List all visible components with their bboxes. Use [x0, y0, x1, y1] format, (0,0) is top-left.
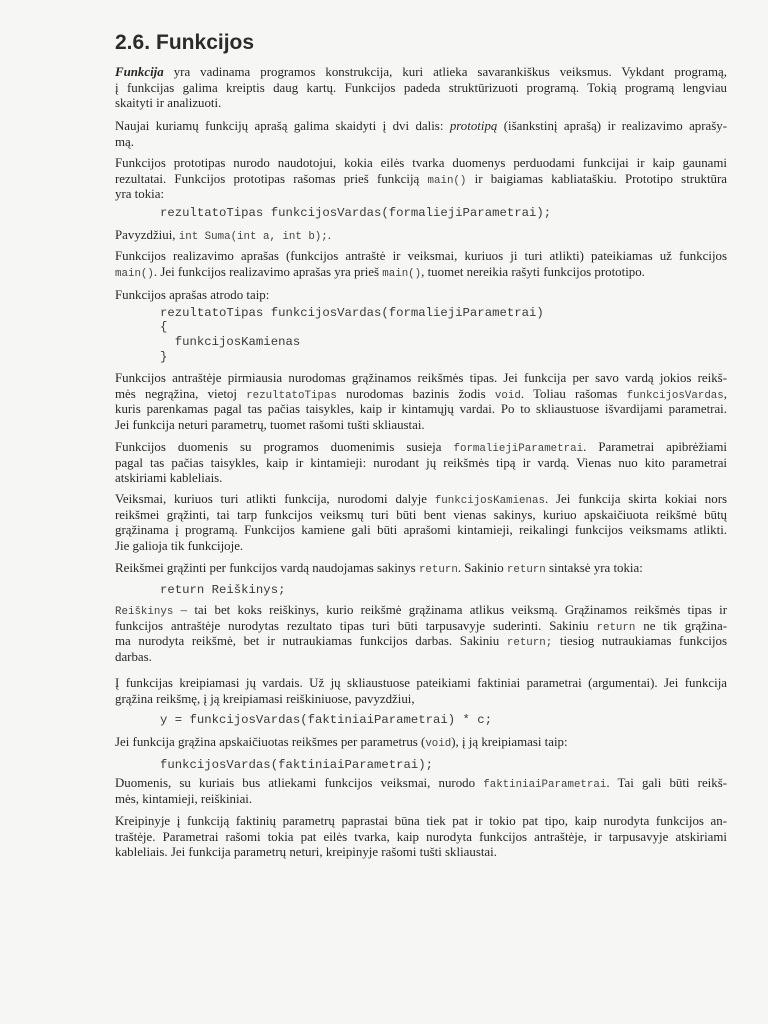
- text-line: [115, 172, 727, 188]
- text-line: [115, 735, 727, 751]
- text-line-content: [115, 288, 269, 302]
- paragraph: [115, 65, 727, 112]
- text-run: reikšmei grąžinti, tai tarp funkcijos veiksmų turi būti bent vienas sakinys, kuriuo apskaičiuota reikšmė būtų: [115, 507, 727, 522]
- text-run: yra vadinama programos konstrukcija, kuri atlieka savarankiškus veiksmus. Vykdant programą,: [163, 65, 727, 80]
- section-number: 2.6.: [115, 31, 151, 54]
- code-block: [160, 713, 492, 728]
- inline-code: faktiniaiParametrai: [483, 779, 607, 792]
- text-line: [115, 792, 727, 808]
- inline-code: main(): [115, 267, 154, 280]
- text-run: Jei funkcija neturi parametrų, tuomet rašomi tušti skliaustai.: [115, 417, 425, 432]
- paragraph: [115, 288, 727, 304]
- text-run: grąžinama į programą. Funkcijos kamiene gali būti aprašomi kintamieji, reikalingi funkcijos veiksmams atlikti.: [115, 523, 727, 538]
- text-run: (išankstinį aprašą) ir realizavimo aprašy-: [497, 119, 727, 134]
- text-run: – tai bet koks reiškinys, kurio reikšmė grąžinama atlikus veiksmą. Grąžinamos reikšmės tipas ir: [173, 603, 727, 618]
- text-run: Naujai kuriamų funkcijų aprašą galima skaidyti į dvi dalis:: [115, 119, 450, 134]
- text-line-content: [115, 187, 164, 201]
- paragraph: [115, 119, 727, 150]
- text-line: [115, 228, 727, 244]
- text-line: [115, 135, 727, 151]
- inline-code: void: [494, 389, 521, 402]
- paragraph: [115, 371, 727, 433]
- text-run: atskiriami kableliais.: [115, 471, 223, 486]
- text-run: kuris parenkamas pagal tas pačias taisykles, kaip ir kintamųjų vardai. Po to skliaustuose išvardijami parametrai.: [115, 402, 727, 417]
- paragraph: [115, 776, 727, 807]
- text-run: Veiksmai, kuriuos turi atlikti funkcija, nurodomi dalyje: [115, 492, 435, 507]
- text-line-content: [115, 603, 727, 617]
- text-line-content: [115, 650, 152, 664]
- text-line-content: [115, 418, 425, 432]
- text-run: nurodomas bazinis žodis: [336, 386, 495, 401]
- paragraph: [115, 249, 727, 280]
- text-line: [115, 249, 727, 265]
- paragraph: [115, 814, 727, 861]
- code-line: y = funkcijosVardas(faktiniaiParametrai) * c;: [160, 712, 493, 727]
- text-run: Į funkcijas kreipiamasi jų vardais. Už jų skliaustuose pateikiami faktiniai parametrai (argumentai). Jei funkcija: [115, 676, 727, 691]
- text-line: [115, 619, 727, 635]
- paragraph: [115, 440, 727, 487]
- text-line: [115, 845, 727, 861]
- inline-code: return: [506, 564, 546, 577]
- inline-code: return: [418, 564, 458, 577]
- text-run: Funkcijos antraštėje pirmiausia nurodomas grąžinamos reikšmės tipas. Jei funkcija per savo vardą jokios reikš-: [115, 371, 727, 386]
- text-line-content: [115, 96, 221, 110]
- emphasis: prototipą: [449, 119, 498, 134]
- text-line: [115, 156, 727, 172]
- text-run: skaityti ir analizuoti.: [115, 96, 222, 111]
- text-line-content: [115, 508, 727, 522]
- text-line: [115, 65, 727, 81]
- text-line-content: [115, 228, 331, 242]
- text-line-content: [115, 845, 497, 859]
- text-run: į funkcijas galima kreiptis daug kartų. Funkcijos padeda struktūrizuoti programą. Tokią programą lengviau: [115, 80, 727, 95]
- text-line-content: [115, 81, 727, 95]
- text-run: Funkcijos aprašas atrodo taip:: [115, 288, 270, 303]
- text-line: [115, 634, 727, 650]
- inline-code: return: [596, 621, 636, 634]
- code-line: }: [160, 349, 168, 364]
- code-line: funkcijosVardas(faktiniaiParametrai);: [160, 757, 434, 772]
- text-line-content: [115, 830, 727, 844]
- text-line: [115, 119, 727, 135]
- text-run: ), į ją kreipiamasi taip:: [451, 735, 568, 750]
- text-line-content: [115, 440, 727, 454]
- text-line-content: [115, 65, 727, 79]
- text-line-content: [115, 471, 222, 485]
- paragraph: [115, 492, 727, 554]
- section-title: Funkcijos: [156, 31, 255, 54]
- text-run: mės, kintamieji, reiškiniai.: [115, 791, 253, 806]
- text-run: . Parametrai apibrėžiami: [583, 440, 727, 455]
- text-run: Jei funkcija grąžina apskaičiuotas reikšmes per parametrus (: [115, 735, 426, 750]
- text-line: [115, 418, 727, 434]
- text-line: [115, 508, 727, 524]
- text-line: [115, 692, 727, 708]
- text-line-content: [115, 776, 727, 790]
- text-line: [115, 96, 727, 112]
- text-line-content: [115, 156, 727, 170]
- text-run: Duomenis, su kuriais bus atliekami funkcijos veiksmai, nurodo: [115, 776, 484, 791]
- text-line-content: [115, 539, 243, 553]
- text-line: [115, 456, 727, 472]
- text-run: grąžina reikšmę, į ją kreipiamasi reiškiniuose, pavyzdžiui,: [115, 691, 415, 706]
- emphasis: Funkcija: [115, 65, 164, 80]
- paragraph: [115, 156, 727, 203]
- code-block: [160, 583, 285, 598]
- inline-code: main(): [382, 267, 422, 280]
- text-line-content: [115, 371, 727, 385]
- paragraph: [115, 735, 727, 751]
- code-line: return Reiškinys;: [160, 582, 286, 597]
- text-line: [115, 440, 727, 456]
- text-run: yra tokia:: [115, 187, 165, 202]
- inline-code: funkcijosVardas: [626, 389, 724, 402]
- text-run: ,: [723, 386, 727, 401]
- text-run: ma nurodyta reikšmė, bet ir nutraukiamas funkcijos darbas. Sakiniu: [115, 634, 507, 649]
- inline-code: main(): [427, 174, 467, 187]
- text-line: [115, 81, 727, 97]
- text-run: kableliais. Jei funkcija parametrų neturi, kreipinyje rašomi tušti skliaustai.: [115, 845, 497, 860]
- inline-code: void: [425, 738, 452, 751]
- text-line-content: [115, 119, 727, 133]
- text-line: [115, 288, 727, 304]
- text-line: [115, 830, 727, 846]
- text-line-content: [115, 676, 727, 690]
- text-run: Jie galioja tik funkcijoje.: [115, 538, 244, 553]
- text-line-content: [115, 735, 568, 749]
- text-run: . Sakinio: [457, 561, 507, 576]
- text-line-content: [115, 561, 643, 575]
- text-line: [115, 187, 727, 203]
- text-line-content: [115, 249, 727, 263]
- text-run: Pavyzdžiui,: [115, 228, 179, 243]
- text-run: sintaksė yra tokia:: [545, 561, 643, 576]
- text-run: ir baigiamas kabliataškiu. Prototipo struktūra: [466, 171, 727, 186]
- code-line: funkcijosKamienas: [160, 335, 301, 350]
- text-run: Funkcijos prototipas nurodo naudotojui, kokia eilės tvarka duomenys perduodami funkcijai ir kaip gaunami: [115, 156, 727, 171]
- text-line-content: [115, 387, 727, 401]
- paragraph: [115, 676, 727, 707]
- text-run: darbas.: [115, 649, 152, 664]
- text-line-content: [115, 265, 645, 279]
- text-run: ne tik grąžina-: [635, 618, 727, 633]
- code-line: rezultatoTipas funkcijosVardas(formaliejiParametrai);: [160, 205, 552, 220]
- code-block: [160, 206, 551, 221]
- text-run: mą.: [115, 134, 134, 149]
- text-run: Funkcijos duomenis su programos duomenimis susieja: [115, 440, 454, 455]
- section-heading: [115, 31, 254, 55]
- inline-code: rezultatoTipas: [246, 389, 337, 402]
- text-line: [115, 650, 727, 666]
- inline-code: Reiškinys: [115, 606, 174, 619]
- text-line-content: [115, 692, 415, 706]
- text-line-content: [115, 456, 727, 470]
- text-line: [115, 471, 727, 487]
- inline-code: int Suma(int a, int b);: [178, 231, 328, 244]
- paragraph: [115, 561, 727, 577]
- text-run: mės negrąžina, vietoj: [115, 386, 247, 401]
- inline-code: funkcijosKamienas: [434, 495, 545, 508]
- text-line: [115, 561, 727, 577]
- text-run: rezultatai. Funkcijos prototipas rašomas prieš funkciją: [115, 171, 428, 186]
- code-block: [160, 306, 544, 365]
- text-line: [115, 265, 727, 281]
- text-run: Kreipinyje į funkciją faktinių parametrų paprastai būna tiek pat ir tokio pat tipo, kaip nurodyta funkcijos an-: [115, 814, 727, 829]
- text-run: . Tai gali būti reikš-: [606, 776, 728, 791]
- text-run: . Toliau rašomas: [520, 386, 627, 401]
- code-line: {: [160, 320, 168, 335]
- text-line-content: [115, 523, 727, 537]
- text-line: [115, 676, 727, 692]
- text-run: tiesiog nutraukiamas funkcijos: [552, 634, 727, 649]
- text-line-content: [115, 402, 727, 416]
- text-line: [115, 523, 727, 539]
- text-line: [115, 492, 727, 508]
- text-line: [115, 387, 727, 403]
- text-line: [115, 603, 727, 619]
- code-block: [160, 758, 433, 773]
- text-run: traštėje. Parametrai rašomi tokia pat eilės tvarka, kaip nurodyta funkcijos antraštėje, ir tarpusavyje atskiriami: [115, 829, 727, 844]
- text-line-content: [115, 492, 727, 506]
- text-line: [115, 776, 727, 792]
- text-run: . Jei funkcija skirta kokiai nors: [544, 492, 728, 507]
- text-line-content: [115, 792, 252, 806]
- text-line-content: [115, 135, 134, 149]
- paragraph: [115, 603, 727, 665]
- inline-code: return;: [506, 637, 553, 650]
- code-line: rezultatoTipas funkcijosVardas(formaliejiParametrai): [160, 305, 544, 320]
- inline-code: formaliejiParametrai: [453, 443, 584, 456]
- text-line: [115, 371, 727, 387]
- text-run: . Jei funkcijos realizavimo aprašas yra prieš: [153, 264, 383, 279]
- text-run: Funkcijos realizavimo aprašas (funkcijos antraštė ir veiksmai, kuriuos ji turi atlikti) pateikiamas už funkcijos: [115, 249, 727, 264]
- text-line-content: [115, 172, 727, 186]
- text-line-content: [115, 619, 727, 633]
- text-run: pagal tas pačias taisykles, kaip ir kintamieji: nurodant jų reikšmės tipą ir vardą. Vienas nuo kito parametrai: [115, 455, 727, 470]
- text-line-content: [115, 634, 727, 648]
- text-run: , tuomet nereikia rašyti funkcijos prototipo.: [421, 264, 645, 279]
- text-line-content: [115, 814, 727, 828]
- text-run: Reikšmei grąžinti per funkcijos vardą naudojamas sakinys: [115, 561, 419, 576]
- text-line: [115, 814, 727, 830]
- text-line: [115, 539, 727, 555]
- paragraph: [115, 228, 727, 244]
- text-run: funkcijos antraštėje nurodytas rezultato tipas turi būti tarpusavyje suderinti. Sakiniu: [115, 618, 597, 633]
- text-line: [115, 402, 727, 418]
- text-run: .: [327, 228, 331, 243]
